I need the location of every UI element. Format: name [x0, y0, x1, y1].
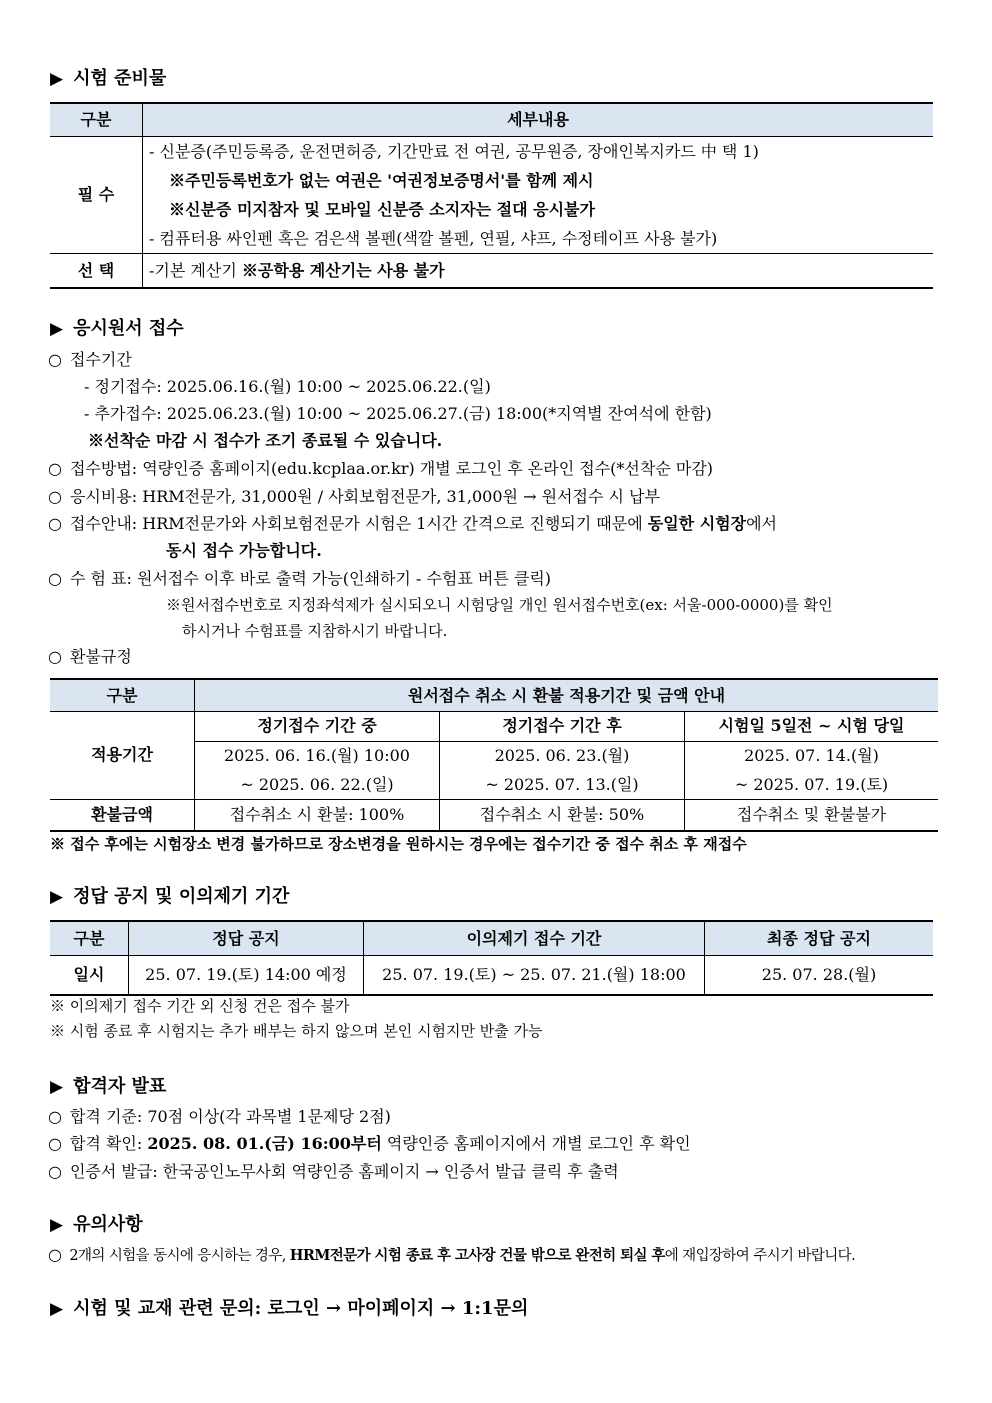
required-line: ※신분증 미지참자 및 모바일 신분증 소지자는 절대 응시불가: [169, 199, 595, 219]
ticket-note: 하시거나 수험표를 지참하시기 바랍니다.: [182, 622, 448, 640]
refund-col-head: 정기접수 기간 후: [440, 711, 685, 741]
refund-note: ※ 접수 후에는 시험장소 변경 불가하므로 장소변경을 원하시는 경우에는 접수기간 중 접수 취소 후 재접수: [50, 835, 747, 853]
section-heading-inquiry: ▶ 시험 및 교재 관련 문의: 로그인 → 마이페이지 → 1:1문의: [50, 1298, 529, 1319]
early-close-note: ※선착순 마감 시 접수가 조기 종료될 수 있습니다.: [88, 431, 443, 450]
answers-th: 이의제기 접수 기간: [364, 921, 705, 955]
refund-th-category: 구분: [50, 679, 195, 711]
required-line: - 컴퓨터용 싸인펜 혹은 검은색 볼펜(색깔 볼펜, 연필, 샤프, 수정테이프 사용 불가): [149, 228, 718, 248]
circle-bullet-icon: ○: [48, 459, 62, 478]
circle-bullet-icon: ○: [48, 1245, 62, 1264]
th-category: 구분: [50, 103, 143, 136]
guide-line2: 동시 접수 가능합니다.: [166, 541, 322, 560]
answers-row-label: 일시: [50, 955, 129, 995]
refund-amount-label: 환불금액: [50, 799, 195, 831]
refund-col-head: 시험일 5일전 ~ 시험 당일: [685, 711, 939, 741]
circle-bullet-icon: ○: [48, 1162, 62, 1181]
answers-cell: 25. 07. 19.(토) 14:00 예정: [129, 955, 364, 995]
th-detail: 세부내용: [143, 103, 934, 136]
refund-period-label: 적용기간: [50, 711, 195, 799]
circle-bullet-icon: ○: [48, 350, 62, 369]
answers-th: 최종 정답 공지: [705, 921, 934, 955]
notes-line: ○ 2개의 시험을 동시에 응시하는 경우, HRM전문가 시험 종료 후 고사장 건물 밖으로 완전히 퇴실 후에 재입장하여 주시기 바랍니다.: [48, 1245, 856, 1264]
preparation-table: [50, 102, 933, 289]
section-heading-notes: ▶ 유의사항: [50, 1214, 143, 1235]
circle-bullet-icon: ○: [48, 569, 62, 588]
triangle-bullet-icon: ▶: [50, 69, 64, 89]
required-line: - 신분증(주민등록증, 운전면허증, 기간만료 전 여권, 공무원증, 장애인복지카드 中 택 1): [149, 141, 759, 161]
refund-th-title: 원서접수 취소 시 환불 적용기간 및 금액 안내: [195, 679, 939, 711]
required-detail: [143, 136, 934, 253]
ticket-note: ※원서접수번호로 지정좌석제가 실시되오니 시험당일 개인 원서접수번호(ex: 서울-000-0000)를 확인: [166, 596, 833, 614]
answers-th: 구분: [50, 921, 129, 955]
required-line: ※주민등록번호가 없는 여권은 '여권정보증명서'를 함께 제시: [169, 170, 594, 190]
refund-period-start: 2025. 06. 23.(월): [440, 741, 685, 770]
refund-period-start: 2025. 06. 16.(월) 10:00: [195, 741, 440, 770]
triangle-bullet-icon: ▶: [50, 1299, 64, 1319]
circle-bullet-icon: ○: [48, 487, 62, 506]
regular-period: - 정기접수: 2025.06.16.(월) 10:00 ~ 2025.06.22.(일): [84, 377, 491, 396]
answers-th: 정답 공지: [129, 921, 364, 955]
section-heading-results: ▶ 합격자 발표: [50, 1076, 167, 1097]
refund-col-head: 정기접수 기간 중: [195, 711, 440, 741]
circle-bullet-icon: ○: [48, 1134, 62, 1153]
answers-note: ※ 시험 종료 후 시험지는 추가 배부는 하지 않으며 본인 시험지만 반출 가능: [50, 1022, 543, 1040]
answers-cell: 25. 07. 19.(토) ~ 25. 07. 21.(월) 18:00: [364, 955, 705, 995]
answers-cell: 25. 07. 28.(월): [705, 955, 934, 995]
refund-label: ○ 환불규정: [48, 647, 132, 666]
triangle-bullet-icon: ▶: [50, 1077, 64, 1097]
triangle-bullet-icon: ▶: [50, 1215, 64, 1235]
ticket-line: ○ 수 험 표: 원서접수 이후 바로 출력 가능(인쇄하기 - 수험표 버튼 클릭): [48, 569, 552, 588]
refund-amount: 접수취소 시 환불: 100%: [195, 799, 440, 831]
cert-line: ○ 인증서 발급: 한국공인노무사회 역량인증 홈페이지 → 인증서 발급 클릭 후 출력: [48, 1162, 619, 1181]
criteria-line: ○ 합격 기준: 70점 이상(각 과목별 1문제당 2점): [48, 1107, 391, 1126]
section-heading-application: ▶ 응시원서 접수: [50, 318, 184, 339]
refund-period-start: 2025. 07. 14.(월): [685, 741, 939, 770]
optional-label: 선 택: [50, 253, 143, 288]
answers-note: ※ 이의제기 접수 기간 외 신청 건은 접수 불가: [50, 997, 350, 1015]
guide-line: ○ 접수안내: HRM전문가와 사회보험전문가 시험은 1시간 간격으로 진행되기 때문에 동일한 시험장에서: [48, 514, 777, 533]
refund-period-end: ~ 2025. 06. 22.(일): [195, 770, 440, 799]
section-heading-preparation: ▶ 시험 준비물: [50, 68, 167, 89]
triangle-bullet-icon: ▶: [50, 319, 64, 339]
circle-bullet-icon: ○: [48, 1107, 62, 1126]
section-heading-answers: ▶ 정답 공지 및 이의제기 기간: [50, 886, 290, 907]
period-label: ○ 접수기간: [48, 350, 132, 369]
circle-bullet-icon: ○: [48, 647, 62, 666]
refund-period-end: ~ 2025. 07. 13.(일): [440, 770, 685, 799]
triangle-bullet-icon: ▶: [50, 887, 64, 907]
refund-amount: 접수취소 시 환불: 50%: [440, 799, 685, 831]
refund-period-end: ~ 2025. 07. 19.(토): [685, 770, 939, 799]
answers-table: [50, 920, 933, 996]
additional-period: - 추가접수: 2025.06.23.(월) 10:00 ~ 2025.06.27.(금) 18:00(*지역별 잔여석에 한함): [84, 404, 712, 423]
refund-table: [50, 678, 938, 832]
refund-amount: 접수취소 및 환불불가: [685, 799, 939, 831]
method-line: ○ 접수방법: 역량인증 홈페이지(edu.kcplaa.or.kr) 개별 로그인 후 온라인 접수(*선착순 마감): [48, 459, 714, 478]
circle-bullet-icon: ○: [48, 514, 62, 533]
optional-detail: -기본 계산기 ※공학용 계산기는 사용 불가: [143, 253, 934, 288]
check-line: ○ 합격 확인: 2025. 08. 01.(금) 16:00부터 역량인증 홈페이지에서 개별 로그인 후 확인: [48, 1134, 691, 1153]
fee-line: ○ 응시비용: HRM전문가, 31,000원 / 사회보험전문가, 31,000원 → 원서접수 시 납부: [48, 487, 660, 506]
required-label: 필 수: [50, 136, 143, 253]
